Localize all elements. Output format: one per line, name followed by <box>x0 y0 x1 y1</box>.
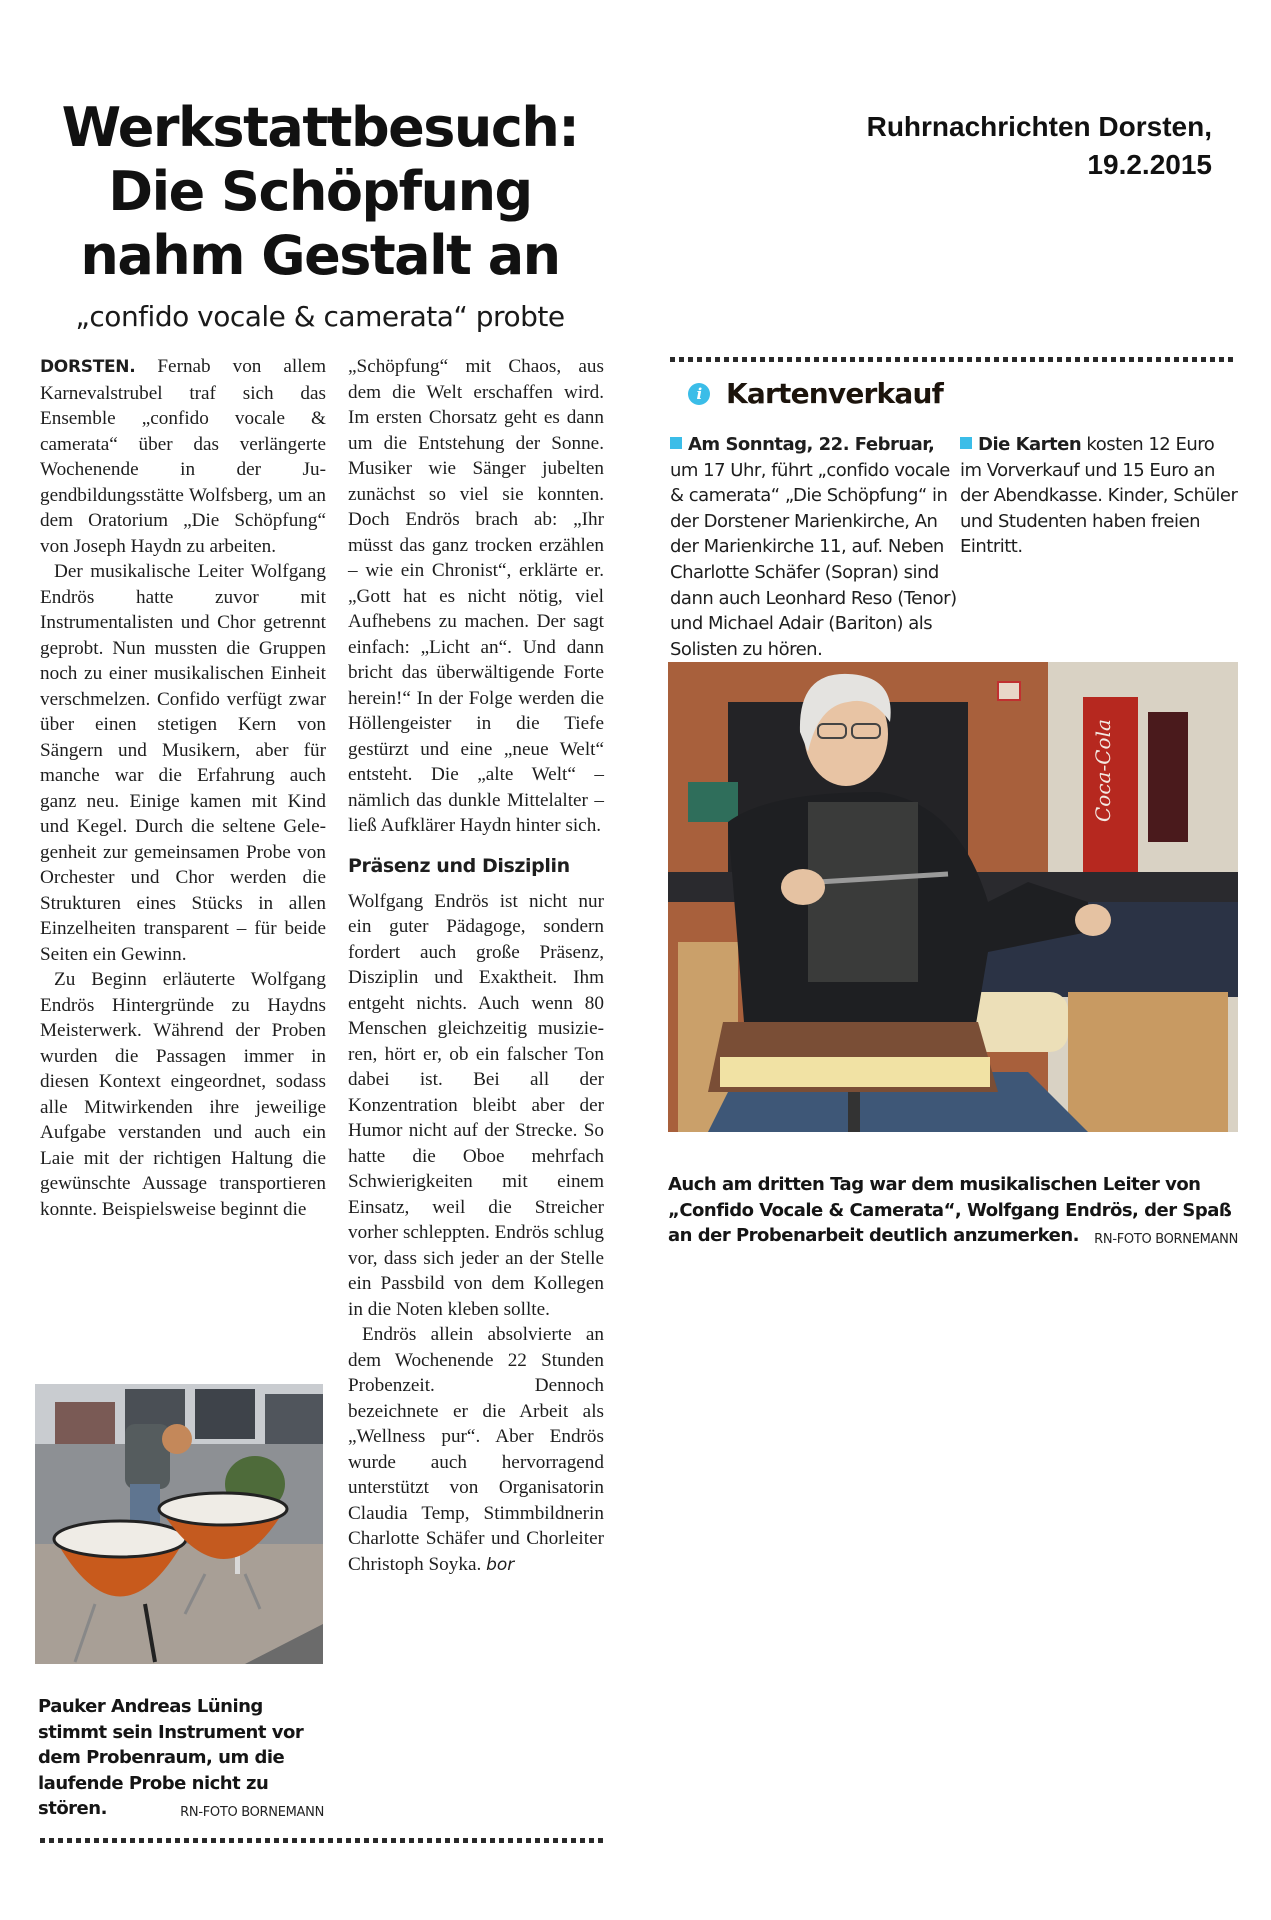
timpani-head <box>159 1493 287 1525</box>
fire-sign <box>998 682 1020 700</box>
dotted-divider <box>670 357 1236 362</box>
infobox-column-1 <box>670 432 960 662</box>
headline-line: Werkstattbesuch: <box>61 96 579 159</box>
article-subheadline: „confido vocale & camerata“ probte <box>75 300 565 333</box>
dateline: DORSTEN. <box>40 357 136 377</box>
article-paragraph <box>348 1322 604 1578</box>
conductor-photo-caption <box>668 1172 1238 1253</box>
photo-timpani <box>35 1384 323 1664</box>
headline-line: nahm Gestalt an <box>80 224 560 287</box>
photo-conductor <box>668 662 1238 1132</box>
building-window <box>265 1394 323 1444</box>
infobox-title <box>688 376 943 412</box>
infobox-column-2 <box>960 432 1240 560</box>
cola-sign-text: Coca-Cola <box>1091 719 1115 822</box>
infobox-item <box>960 432 1240 560</box>
article-paragraph: Wolfgang Endrös ist nicht nur ein guter Pädagoge, sondern fordert auch große Präsenz, Disziplin und Exaktheit. Ihm entgeht nichts. Auch wenn 80 Menschen gleichzeitig musizieren, hört er, ob ein falscher Ton dabei ist. Bei all der Konzentration bleibt aber der Humor nicht auf der Strecke. So hatte die Oboe mehrfach Schwierigkeiten mit einem Einsatz, weil die Streicher vorher schleppten. Endrös schlug vor, dass sich jeder an der Stelle ein Passbild von dem Kollegen in die Noten kleben sollte. <box>348 890 604 1320</box>
paragraph-text: Fernab von allem Karnevalstrubel traf sich das Ensemble „confido vocale & camerata“ über das verlängerte Wochenende in der Jugendbildungsstätte Wolfsberg, um an dem Oratorium „Die Schöpfung“ von Joseph Haydn zu arbeiten. <box>40 356 326 557</box>
publication-source <box>800 108 1212 184</box>
musician-legs <box>130 1484 160 1524</box>
article-headline <box>40 96 600 288</box>
info-icon: i <box>688 383 710 405</box>
hanging-coat <box>1148 712 1188 842</box>
photo-credit: RN-FOTO BORNEMANN <box>1094 1232 1238 1247</box>
article-column-2 <box>348 354 604 1578</box>
timpani-head <box>54 1521 186 1557</box>
article-column-1 <box>40 354 326 1222</box>
timpani-photo-illustration <box>35 1384 323 1664</box>
section-heading: Präsenz und Disziplin <box>348 854 570 877</box>
conductor-shirt <box>808 802 918 982</box>
conductor-hand <box>1075 904 1111 936</box>
crate <box>688 782 738 822</box>
bullet-square-icon <box>670 437 682 449</box>
author-signature: bor <box>486 1554 515 1575</box>
dotted-divider <box>40 1838 603 1843</box>
infobox-item-text: um 17 Uhr, führt „confido vocale & camerata“ „Die Schöpfung“ in der Dorstener Marienkirche, An der Marienkirche 11, auf. Neben Charlotte Schäfer (Sopran) sind dann auch Leonhard Reso (Tenor) und Michael Adair (Bariton) als Solisten zu hören. <box>670 459 957 660</box>
infobox-item-text: kosten 12 Euro im Vorverkauf und 15 Euro an der Abendkasse. Kinder, Schüler und Studenten haben freien Eintritt. <box>960 434 1238 558</box>
article-paragraph <box>40 354 326 559</box>
publication-name: Ruhrnachrichten Dorsten, <box>866 111 1212 142</box>
stand-pole <box>848 1092 860 1132</box>
infobox-item <box>670 432 960 662</box>
article-paragraph: „Schöpfung“ mit Chaos, aus dem die Welt erschaffen wird. Im ersten Chorsatz geht es dann um die Entstehung der Sonne. Musiker wie Sänger jubelten zunächst so viel sie konnten. Doch Endrös brach ab: „Ihr müsst das ganz trocken erzählen – wie ein Chronist“, erklärte er. „Gott hat es nicht nötig, viel Aufhebens zu machen. Der sagt einfach: „Licht an“. Und dann bricht das überwältigende Forte herein!“ In der Folge werden die Höllengeister in die Tiefe gestürzt und eine „neue Welt“ entsteht. Die „alte Welt“ – nämlich das dunkle Mittelalter – ließ Aufklärer Haydn hinter sich. <box>348 356 604 836</box>
conductor-hand <box>781 869 825 905</box>
infobox-item-lead: Die Karten <box>978 434 1082 455</box>
building-window <box>195 1389 255 1439</box>
caption-text: Auch am dritten Tag war dem musikalischen Leiter von „Confido Vocale & Camerata“, Wolfgang Endrös, der Spaß an der Probenarbeit deutlich anzumerken. <box>668 1174 1232 1246</box>
score-book <box>720 1057 990 1087</box>
photo-credit: RN-FOTO BORNEMANN <box>180 1805 324 1820</box>
caption-text: Pauker Andreas Lüning stimmt sein Instrument vor dem Probenraum, um die laufende Probe nicht zu stören. <box>38 1696 304 1819</box>
bullet-square-icon <box>960 437 972 449</box>
infobox-title-text: Kartenverkauf <box>726 377 943 410</box>
musician-head <box>162 1424 192 1454</box>
headline-line: Die Schöpfung <box>108 160 532 223</box>
article-paragraph: Der musikalische Leiter Wolfgang Endrös hatte zuvor mit Instrumentalisten und Chor getrennt geprobt. Nun mussten die Gruppen noch zu einer musikalischen Einheit verschmelzen. Confido verfügt zwar über einen stetigen Kern von Sängern und Musikern, aber für manche war die Erfahrung auch ganz neu. Einige kamen mit Kind und Kegel. Durch die seltene Gelegenheit zur gemeinsamen Probe von Orchester und Chor werden die Strukturen eines Stücks in allen Einzelheiten transparent – für beide Seiten ein Gewinn. <box>40 561 326 965</box>
publication-date: 19.2.2015 <box>1087 149 1212 180</box>
paragraph-text: Endrös allein absolvierte an dem Wochenende 22 Stunden Probenzeit. Dennoch bezeichnete er die Arbeit als „Wellness pur“. Aber Endrös wurde auch hervorragend unterstützt von Organisatorin Claudia Temp, Stimmbildnerin Charlotte Schäfer und Chorleiter Christoph Soyka. <box>348 1324 604 1575</box>
infobox-item-lead: Am Sonntag, 22. Februar, <box>688 434 935 455</box>
timpani-photo-caption <box>38 1694 324 1826</box>
conductor-photo-illustration <box>668 662 1238 1132</box>
article-paragraph: Zu Beginn erläuterte Wolfgang Endrös Hintergründe zu Haydns Meisterwerk. Während der Proben wurden die Passagen immer in diesen Kontext eingeordnet, sodass alle Mitwirkenden ihre jeweilige Aufgabe verstanden und auch ein Laie mit der richtigen Haltung die gewünschte Aussage transportieren konnte. Beispielsweise beginnt die <box>40 969 326 1220</box>
tables <box>1068 992 1228 1132</box>
